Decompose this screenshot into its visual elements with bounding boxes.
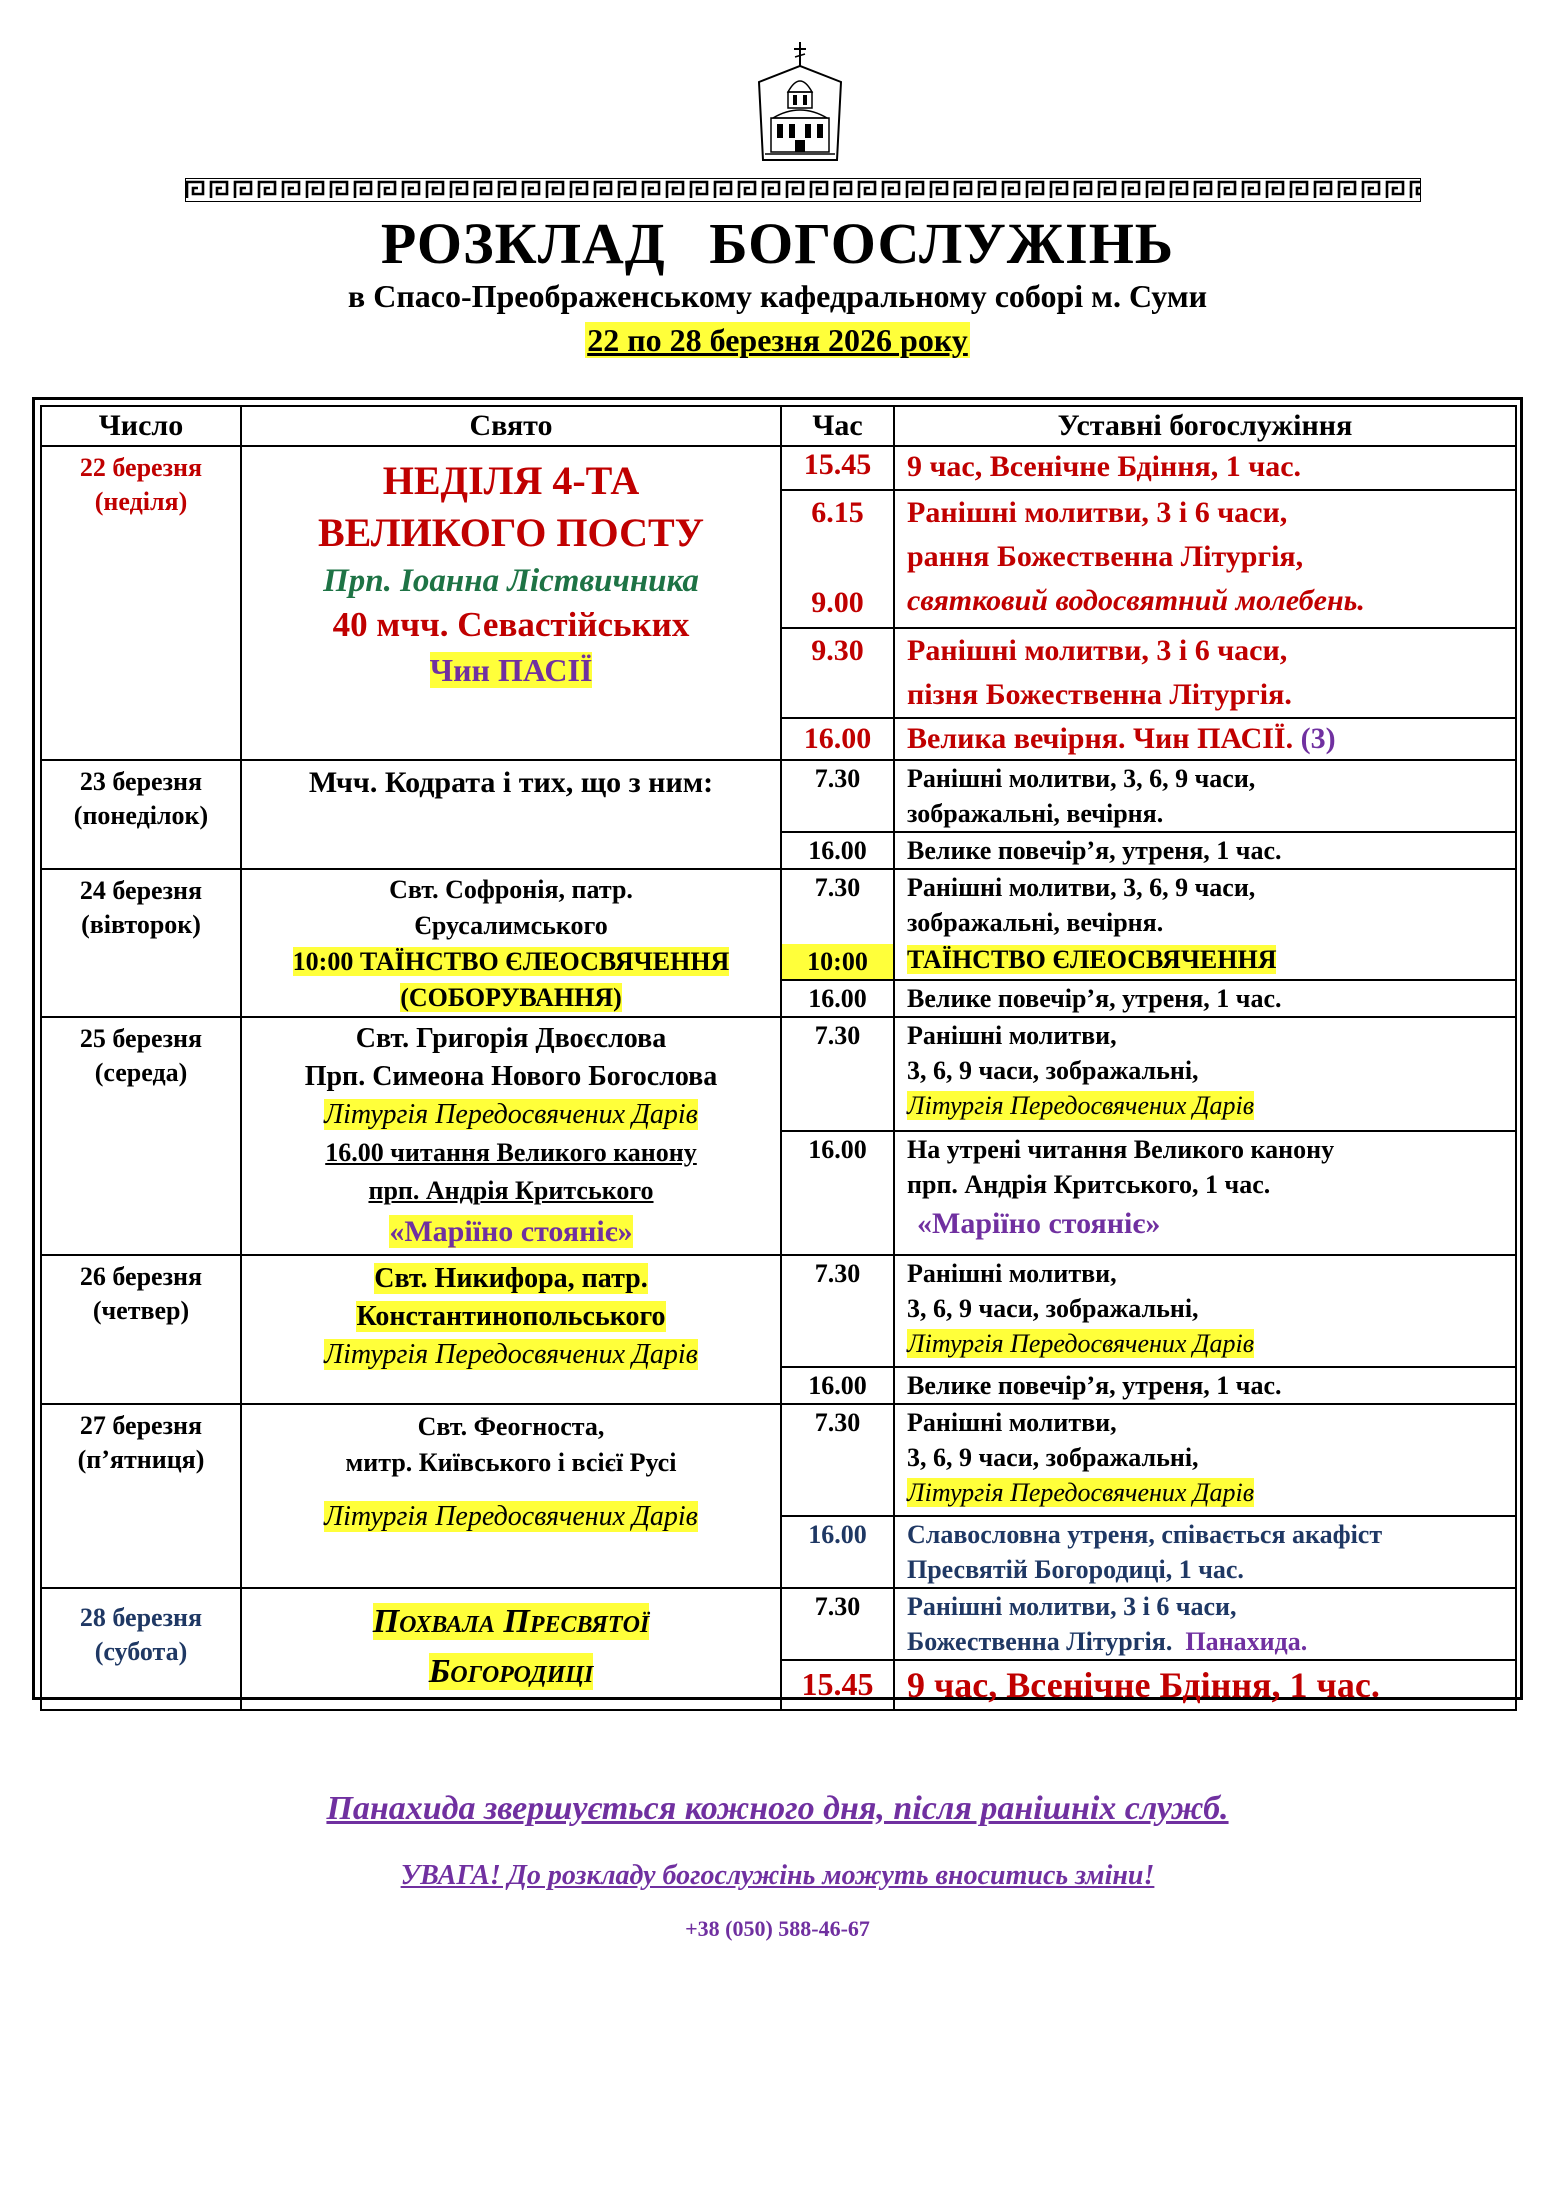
memorial-note: Панахида звершується кожного дня, після ранішніх служб. bbox=[326, 1790, 1229, 1827]
feast-cell: Свт. Григорія Двоєслова Прп. Симеона Нового Богослова Літургія Передосвячених Дарів 16.00 читання Великого канону прп. Андрія Критського «Маріїно стояніє» bbox=[241, 1017, 781, 1255]
page-title: РОЗКЛАД БОГОСЛУЖІНЬ bbox=[380, 211, 1175, 276]
time-cell: 16.00 bbox=[781, 718, 894, 760]
service-cell: Ранішні молитви, 3 і 6 часи, пізня Божественна Літургія. bbox=[894, 628, 1516, 718]
page-subtitle: в Спасо-Преображенському кафедральному соборі м. Суми bbox=[347, 278, 1208, 314]
time-cell: 7.30 bbox=[781, 760, 894, 832]
column-header: Число bbox=[41, 406, 241, 446]
feast-cell: Похвала Пресвятої Богородиці bbox=[241, 1588, 781, 1710]
column-header: Свято bbox=[241, 406, 781, 446]
time-cell: 7.30 bbox=[781, 1588, 894, 1660]
day-date-cell: 25 березня (середа) bbox=[41, 1017, 241, 1255]
schedule-table bbox=[40, 405, 1517, 1711]
table-row bbox=[41, 1404, 1516, 1516]
table-row bbox=[41, 1255, 1516, 1367]
service-cell: Ранішні молитви, 3, 6, 9 часи, зображальні, Літургія Передосвячених Дарів bbox=[894, 1404, 1516, 1516]
time-cell: 7.30 bbox=[781, 1404, 894, 1516]
service-cell: Велике повечір’я, утреня, 1 час. bbox=[894, 832, 1516, 869]
feast-cell: Мчч. Кодрата і тих, що з ним: bbox=[241, 760, 781, 869]
day-date-cell: 27 березня (п’ятниця) bbox=[41, 1404, 241, 1588]
service-cell: Ранішні молитви, 3, 6, 9 часи, зображальні, Літургія Передосвячених Дарів bbox=[894, 1255, 1516, 1367]
time-cell: 9.30 bbox=[781, 628, 894, 718]
time-cell: 15.45 bbox=[781, 1660, 894, 1710]
service-cell: 9 час, Всенічне Бдіння, 1 час. bbox=[894, 1660, 1516, 1710]
service-cell: Славословна утреня, співається акафіст Пресвятій Богородиці, 1 час. bbox=[894, 1516, 1516, 1588]
service-cell: Ранішні молитви, 3, 6, 9 часи, зображальні, вечірня. bbox=[894, 760, 1516, 832]
service-cell: Ранішні молитви, 3, 6, 9 часи, зображальні, Літургія Передосвячених Дарів bbox=[894, 1017, 1516, 1131]
service-cell: Ранішні молитви, 3 і 6 часи, рання Божественна Літургія, святковий водосвятний молебень. bbox=[894, 490, 1516, 628]
table-row bbox=[41, 760, 1516, 832]
service-cell: На утрені читання Великого канону прп. Андрія Критського, 1 час. «Маріїно стояніє» bbox=[894, 1131, 1516, 1255]
time-cell: 16.00 bbox=[781, 1367, 894, 1404]
day-date-cell: 26 березня (четвер) bbox=[41, 1255, 241, 1404]
table-row bbox=[41, 446, 1516, 490]
phone-number: +38 (050) 588-46-67 bbox=[685, 1916, 870, 1941]
day-date-cell: 28 березня (субота) bbox=[41, 1588, 241, 1710]
warning-note: УВАГА! До розкладу богослужінь можуть вноситись зміни! bbox=[400, 1860, 1155, 1891]
time-cell: 16.00 bbox=[781, 1131, 894, 1255]
service-cell: Велике повечір’я, утреня, 1 час. bbox=[894, 980, 1516, 1017]
time-cell: 15.45 bbox=[781, 446, 894, 490]
day-date-cell: 24 березня (вівторок) bbox=[41, 869, 241, 1017]
time-cell: 16.00 bbox=[781, 832, 894, 869]
date-range: 22 по 28 березня 2026 року bbox=[587, 322, 968, 358]
feast-cell: Свт. Никифора, патр. Константинопольського Літургія Передосвячених Дарів bbox=[241, 1255, 781, 1404]
table-row bbox=[41, 869, 1516, 980]
time-cell: 16.00 bbox=[781, 1516, 894, 1588]
service-cell: Ранішні молитви, 3, 6, 9 часи, зображальні, вечірня. ТАЇНСТВО ЄЛЕОСВЯЧЕННЯ bbox=[894, 869, 1516, 980]
day-date-cell: 22 березня (неділя) bbox=[41, 446, 241, 760]
column-header: Час bbox=[781, 406, 894, 446]
feast-cell: Свт. Феогноста, митр. Київського і всієї Русі Літургія Передосвячених Дарів bbox=[241, 1404, 781, 1588]
church-logo-icon bbox=[755, 40, 845, 168]
time-cell: 7.30 10:00 bbox=[781, 869, 894, 980]
service-cell: Велике повечір’я, утреня, 1 час. bbox=[894, 1367, 1516, 1404]
time-cell: 6.15 9.00 bbox=[781, 490, 894, 628]
feast-cell: Свт. Софронія, патр. Єрусалимського 10:00 ТАЇНСТВО ЄЛЕОСВЯЧЕННЯ (СОБОРУВАННЯ) bbox=[241, 869, 781, 1017]
time-cell: 16.00 bbox=[781, 980, 894, 1017]
column-header: Уставні богослужіння bbox=[894, 406, 1516, 446]
time-cell: 7.30 bbox=[781, 1017, 894, 1131]
day-date-cell: 23 березня (понеділок) bbox=[41, 760, 241, 869]
table-row bbox=[41, 1017, 1516, 1131]
time-cell: 7.30 bbox=[781, 1255, 894, 1367]
service-cell: Велика вечірня. Чин ПАСІЇ. (3) bbox=[894, 718, 1516, 760]
table-row bbox=[41, 1588, 1516, 1660]
feast-cell: НЕДІЛЯ 4-ТА ВЕЛИКОГО ПОСТУ Прп. Іоанна Ліствичника 40 мчч. Севастійських Чин ПАСІЇ bbox=[241, 446, 781, 760]
service-cell: Ранішні молитви, 3 і 6 часи, Божественна Літургія. Панахида. bbox=[894, 1588, 1516, 1660]
service-cell: 9 час, Всенічне Бдіння, 1 час. bbox=[894, 446, 1516, 490]
table-header-row bbox=[41, 406, 1516, 446]
greek-key-border bbox=[185, 178, 1421, 202]
